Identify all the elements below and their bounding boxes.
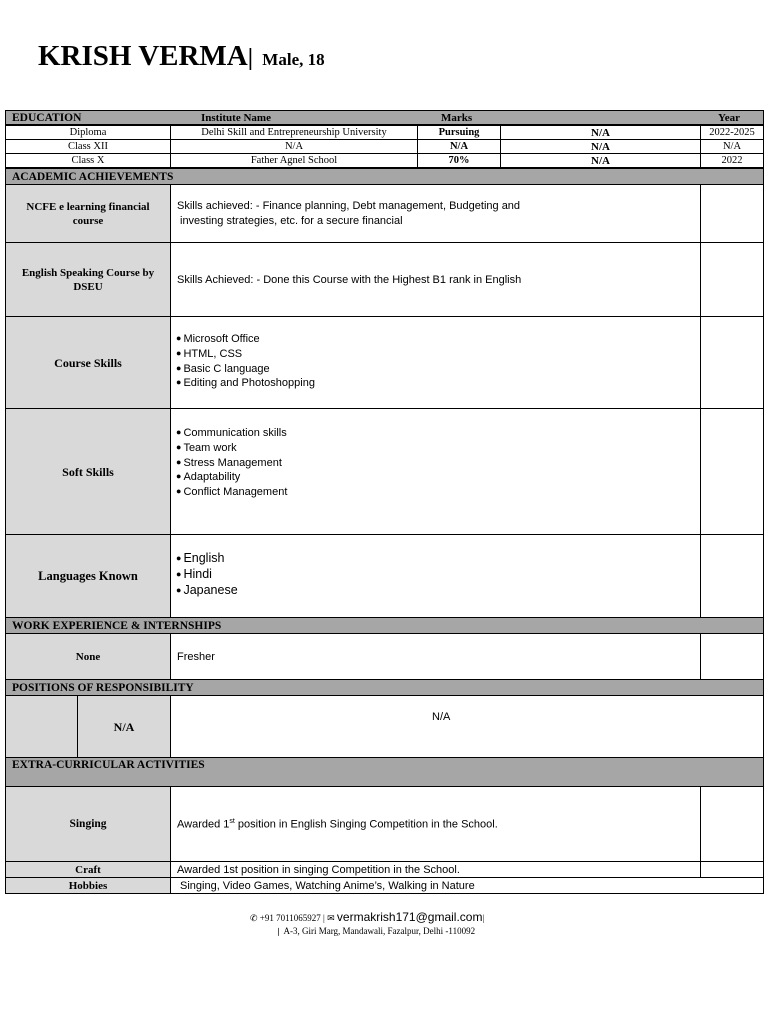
work-text-cell <box>170 633 701 680</box>
work-label: None <box>75 650 101 663</box>
english-label-cell <box>5 242 171 317</box>
list-item: ● Japanese <box>176 583 238 599</box>
ncfe-text-line-2: investing strategies, etc. for a secure financial <box>180 215 403 227</box>
craft-text-cell <box>170 861 701 878</box>
work-extra-cell <box>700 633 764 680</box>
singing-text-pre: Awarded 1 <box>177 818 230 831</box>
ncfe-label-cell <box>5 184 171 243</box>
ncfe-label: NCFE e learning financial course <box>26 200 150 227</box>
list-item: ● Adaptability <box>176 470 287 485</box>
list-item: ● Basic C language <box>176 362 315 377</box>
list-item: ● HTML, CSS <box>176 347 315 362</box>
lang-label-cell <box>5 534 171 618</box>
header-separator: | <box>247 45 254 71</box>
list-item: ● Communication skills <box>176 426 287 441</box>
course-extra-cell <box>700 316 764 409</box>
col-institute-header: Institute Name <box>201 112 271 124</box>
address-text: A-3, Giri Marg, Mandawali, Fazalpur, Delhi -110092 <box>283 926 476 936</box>
candidate-name: KRISH VERMA <box>38 40 248 72</box>
positions-label-cell <box>77 695 171 758</box>
col-year-header: Year <box>718 112 740 124</box>
email-address[interactable]: vermakrish171@gmail.com <box>336 910 483 924</box>
address-line <box>275 926 475 936</box>
edu-extra-1: N/A <box>500 125 701 140</box>
edu-year-3: 2022 <box>700 153 764 168</box>
location-icon: ❘ <box>275 927 282 936</box>
work-header-row <box>5 617 764 634</box>
singing-label: Singing <box>69 818 107 830</box>
singing-label-cell <box>5 786 171 862</box>
email-icon: ✉ <box>327 913 335 923</box>
contact-divider: | <box>323 913 325 923</box>
ncfe-text-cell <box>170 184 701 243</box>
singing-text-post: position in English Singing Competition in the School. <box>234 818 498 831</box>
edu-institute-3: Father Agnel School <box>170 153 418 168</box>
edu-year-1: 2022-2025 <box>700 125 764 140</box>
positions-text-cell <box>170 695 764 758</box>
lang-label: Languages Known <box>38 569 138 583</box>
hobbies-label: Hobbies <box>68 879 108 892</box>
edu-level-3: Class X <box>5 153 171 168</box>
craft-label: Craft <box>75 863 101 876</box>
english-text: Skills Achieved: - Done this Course with the Highest B1 rank in English <box>177 273 522 286</box>
positions-blank-cell <box>5 695 78 758</box>
work-label-cell <box>5 633 171 680</box>
edu-institute-1: Delhi Skill and Entrepreneurship University <box>170 125 418 140</box>
hobbies-text-cell <box>170 877 764 894</box>
education-title: EDUCATION <box>12 112 82 124</box>
contact-line <box>250 910 484 924</box>
edu-marks-1: Pursuing <box>417 125 501 140</box>
craft-text: Awarded 1st position in singing Competition in the School. <box>177 863 460 876</box>
phone-number: +91 7011065927 <box>259 913 321 923</box>
education-header-row <box>5 110 764 125</box>
hobbies-text: Singing, Video Games, Watching Anime’s, Walking in Nature <box>180 879 475 892</box>
ncfe-extra-cell <box>700 184 764 243</box>
soft-extra-cell <box>700 408 764 535</box>
course-skills-list <box>176 332 315 391</box>
craft-label-cell <box>5 861 171 878</box>
positions-header-row <box>5 679 764 696</box>
languages-list <box>176 551 238 598</box>
singing-text-sup: st <box>229 817 235 825</box>
edu-level-1: Diploma <box>5 125 171 140</box>
course-label: Course Skills <box>54 355 122 370</box>
positions-label: N/A <box>113 719 135 734</box>
singing-text <box>177 818 498 831</box>
edu-extra-3: N/A <box>500 153 701 168</box>
soft-skills-list <box>176 426 287 500</box>
singing-extra-cell <box>700 786 764 862</box>
edu-year-2: N/A <box>700 139 764 154</box>
course-text-cell <box>170 316 701 409</box>
lang-extra-cell <box>700 534 764 618</box>
resume-header <box>38 40 325 73</box>
craft-extra-cell <box>700 861 764 878</box>
list-item: ● Stress Management <box>176 456 287 471</box>
work-title: WORK EXPERIENCE & INTERNSHIPS <box>12 620 222 632</box>
work-text: Fresher <box>177 650 215 663</box>
col-marks-header: Marks <box>441 112 473 124</box>
list-item: ● Team work <box>176 441 287 456</box>
list-item: ● English <box>176 551 238 567</box>
course-label-cell <box>5 316 171 409</box>
english-text-cell <box>170 242 701 317</box>
edu-level-2: Class XII <box>5 139 171 154</box>
list-item: ● Hindi <box>176 567 238 583</box>
ncfe-text-line-1: Skills achieved: - Finance planning, Debt management, Budgeting and <box>177 200 521 212</box>
phone-icon: ✆ <box>250 913 258 923</box>
edu-extra-2: N/A <box>500 139 701 154</box>
edu-marks-2: N/A <box>417 139 501 154</box>
soft-text-cell <box>170 408 701 535</box>
positions-text: N/A <box>432 711 451 723</box>
list-item: ● Conflict Management <box>176 485 287 500</box>
positions-title: POSITIONS OF RESPONSIBILITY <box>12 682 194 694</box>
lang-text-cell <box>170 534 701 618</box>
edu-institute-2: N/A <box>170 139 418 154</box>
singing-text-cell <box>170 786 701 862</box>
hobbies-label-cell <box>5 877 171 894</box>
list-item: ● Editing and Photoshopping <box>176 376 315 391</box>
extra-header-row <box>5 757 764 787</box>
english-extra-cell <box>700 242 764 317</box>
contact-end-divider: | <box>482 913 485 923</box>
english-label: English Speaking Course by DSEU <box>21 266 155 293</box>
academic-title: ACADEMIC ACHIEVEMENTS <box>12 171 174 183</box>
list-item: ● Microsoft Office <box>176 332 315 347</box>
soft-label-cell <box>5 408 171 535</box>
candidate-meta: Male, 18 <box>262 50 325 69</box>
edu-marks-3: 70% <box>417 153 501 168</box>
academic-header-row <box>5 168 764 185</box>
soft-label: Soft Skills <box>62 464 114 479</box>
extra-title: EXTRA-CURRICULAR ACTIVITIES <box>12 759 205 771</box>
